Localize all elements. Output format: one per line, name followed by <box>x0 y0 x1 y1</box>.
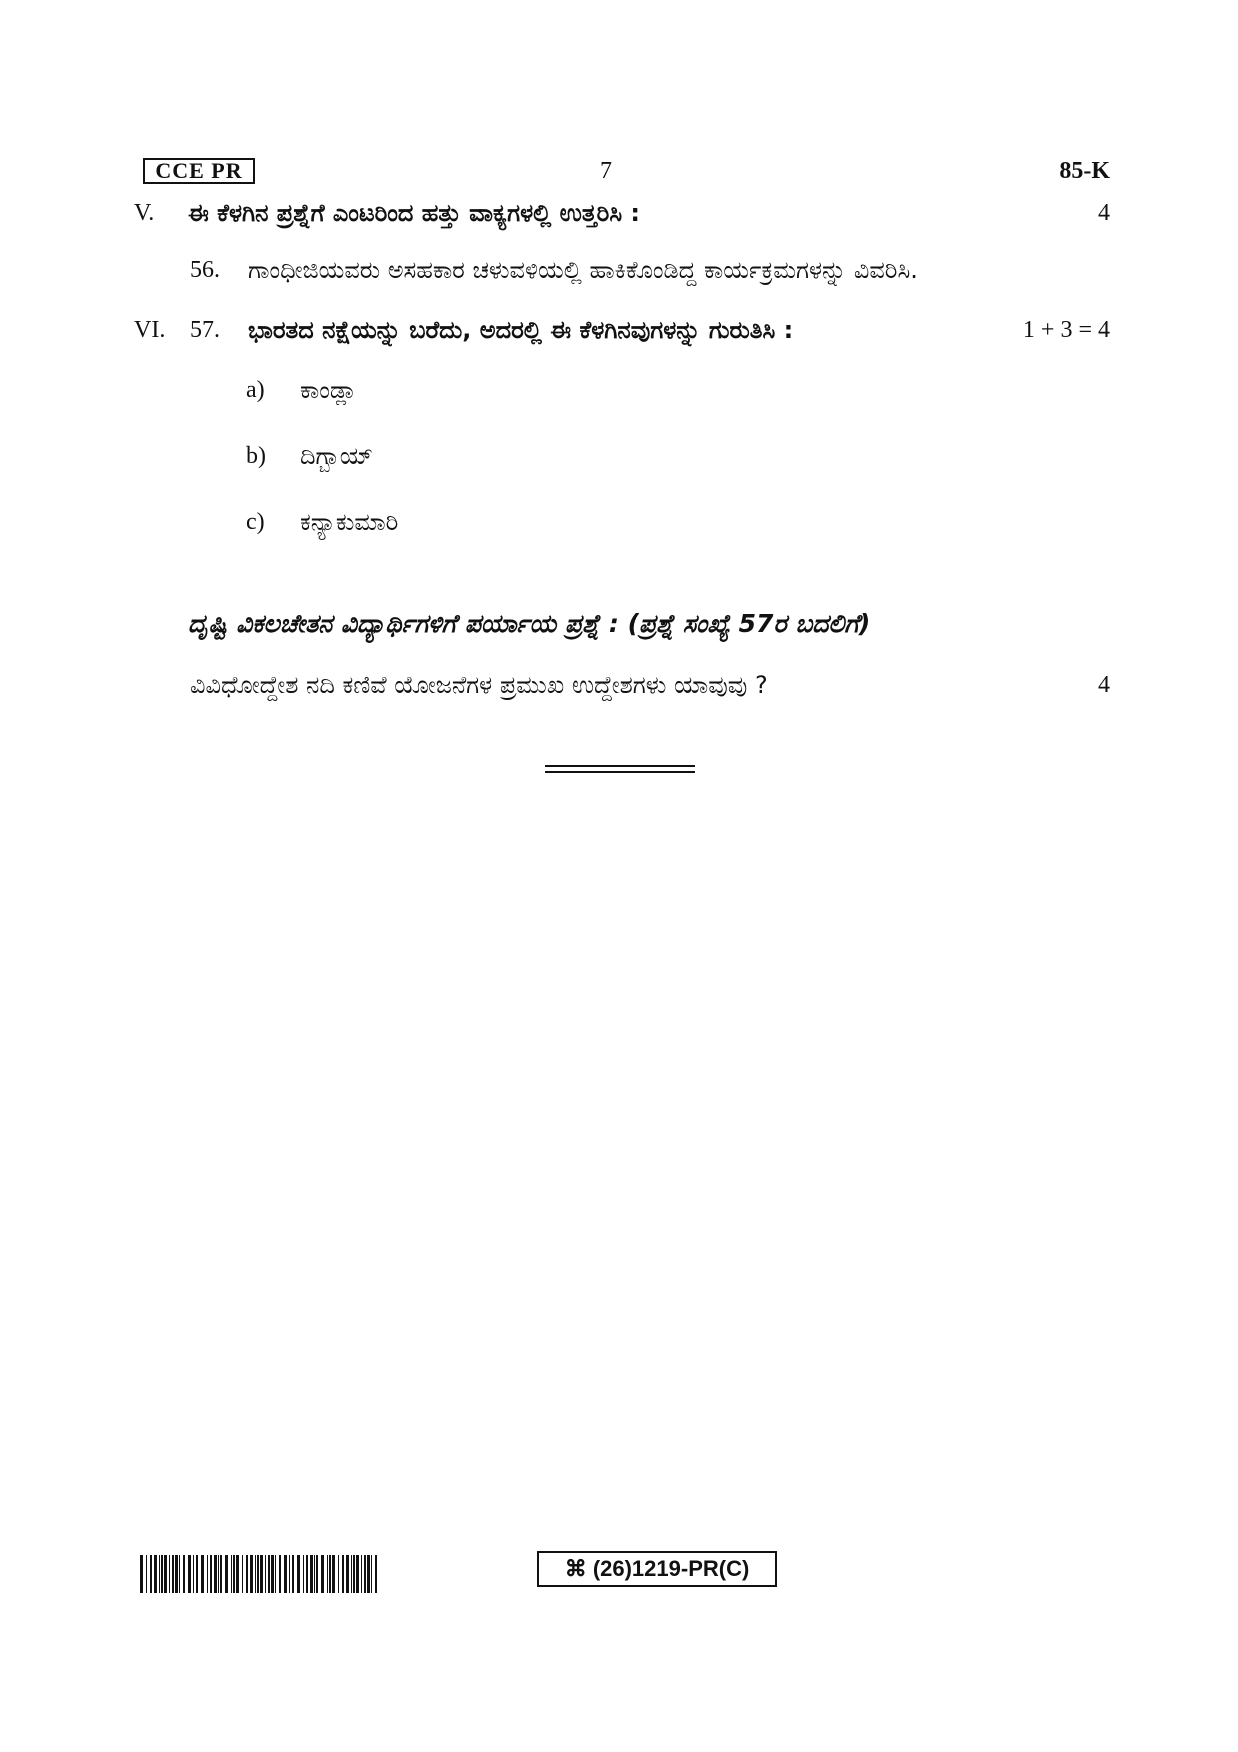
question-56-text: ಗಾಂಧೀಜಿಯವರು ಅಸಹಕಾರ ಚಳುವಳಿಯಲ್ಲಿ ಹಾಕಿಕೊಂಡಿದ್ದ ಕಾರ್ಯಕ್ರಮಗಳನ್ನು ವಿವರಿಸಿ. <box>248 256 918 284</box>
option-a-label: a) <box>246 377 265 403</box>
paper-code: 85-K <box>1059 158 1110 184</box>
barcode-image <box>140 1555 382 1593</box>
option-c-text: ಕನ್ಯಾಕುಮಾರಿ <box>300 508 399 536</box>
option-b-label: b) <box>246 443 266 469</box>
header-code-box: CCE PR <box>143 158 255 184</box>
alternative-marks: 4 <box>1098 672 1110 698</box>
question-57-instruction: ಭಾರತದ ನಕ್ಷೆಯನ್ನು ಬರೆದು, ಅದರಲ್ಲಿ ಈ ಕೆಳಗಿನವುಗಳನ್ನು ಗುರುತಿಸಿ : <box>248 316 794 344</box>
footer-code: (26)1219-PR(C) <box>592 1556 750 1581</box>
command-symbol-icon: ⌘ <box>564 1556 587 1581</box>
question-57-marks: 1 + 3 = 4 <box>1022 317 1110 343</box>
alternative-heading: ದೃಷ್ಟಿ ವಿಕಲಚೇತನ ವಿದ್ಯಾರ್ಥಿಗಳಿಗೆ ಪರ್ಯಾಯ ಪ್ರಶ್ನೆ : (ಪ್ರಶ್ನೆ ಸಂಖ್ಯೆ 57ರ ಬದಲಿಗೆ) <box>188 609 871 638</box>
section-vi-roman: VI. <box>134 317 166 343</box>
section-v-marks: 4 <box>1098 200 1110 226</box>
option-a-text: ಕಾಂಡ್ಲಾ <box>300 376 357 404</box>
question-57-number: 57. <box>190 317 220 343</box>
section-v-instruction: ಈ ಕೆಳಗಿನ ಪ್ರಶ್ನೆಗೆ ಎಂಟರಿಂದ ಹತ್ತು ವಾಕ್ಯಗಳಲ್ಲಿ ಉತ್ತರಿಸಿ : <box>188 199 641 227</box>
option-c-label: c) <box>246 509 265 535</box>
question-56-number: 56. <box>190 257 220 283</box>
alternative-question: ವಿವಿಧೋದ್ದೇಶ ನದಿ ಕಣಿವೆ ಯೋಜನೆಗಳ ಪ್ರಮುಖ ಉದ್ದೇಶಗಳು ಯಾವುವು ? <box>190 671 768 699</box>
footer-code-box <box>537 1551 777 1587</box>
section-v-roman: V. <box>134 200 155 226</box>
page-number: 7 <box>600 158 612 184</box>
end-double-rule <box>545 765 695 773</box>
option-b-text: ದಿಗ್ಬಾಯ್ <box>300 442 374 470</box>
